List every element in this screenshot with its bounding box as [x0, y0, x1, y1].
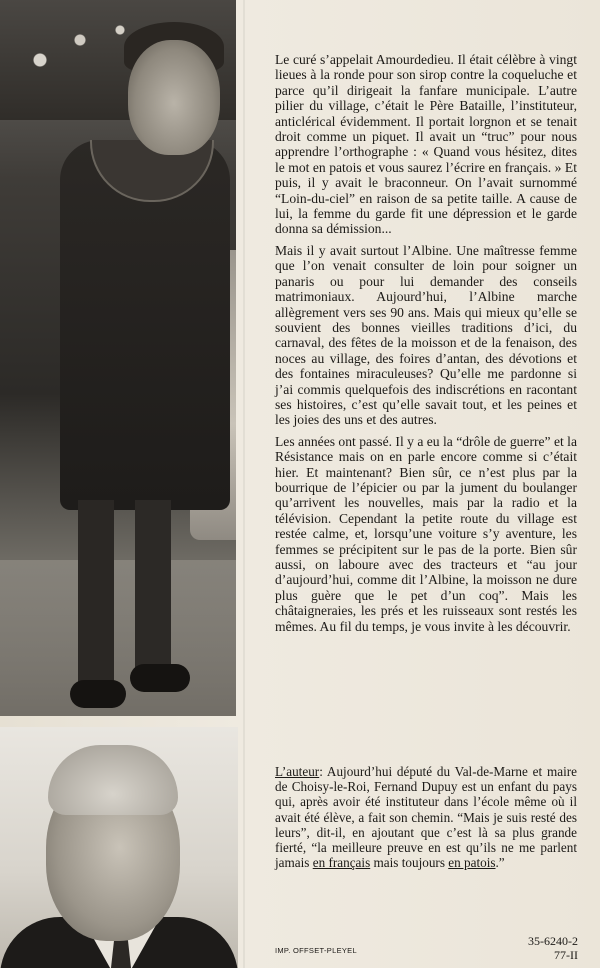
blurb-text [275, 52, 577, 640]
blurb-paragraph: Les années ont passé. Il y a eu la “drôle de guerre” et la Résistance mais on en parle encore comme si c’était hier. Et maintenant? Bien sûr, ce n’est plus par la bourrique de l’épicier ou par la jument du boulanger qu’arrivent les nouvelles, mais par la radio et la télévision. Cependant la petite route du village est restée calme, et, lorsqu’une voiture s’y aventure, les femmes se précipitent sur le pas de la porte. Bien sûr aussi, on laboure avec des tracteurs et “au jour d’aujourd’hui, comme dit l’Albine, la moisson ne dure plus guère que le pet d’un coq”. Mais les châtaigneraies, les prés et les ruisseaux sont restés les mêmes. Au fil du temps, je vous invite à les découvrir. [275, 433, 577, 634]
author-bio [275, 764, 577, 870]
author-photo [0, 727, 238, 968]
blurb-paragraph: Le curé s’appelait Amourdedieu. Il était célèbre à vingt lieues à la ronde pour son sirop contre la coqueluche et parce qu’il dirigeait la fanfare municipale. L’autre pilier du village, c’était le Père Bataille, l’instituteur, anticlérical évidemment. Il portait lorgnon et se tenait droit comme un piquet. Il avait un “truc” pour nous apprendre l’orthographe : « Quand vous hésitez, dites le mot en patois et vous saurez l’écrire en français. » Et puis, il y avait le braconneur. On l’avait surnommé “Loin-du-ciel” en raison de sa petite taille. A cause de lui, la femme du garde fit une dépression et le garde donna sa démission... [275, 52, 577, 237]
author-text: .” [495, 855, 505, 871]
catalog-code [528, 934, 578, 962]
divider [243, 0, 245, 968]
author-text: : Aujourd’hui député du Val-de-Marne et maire de Choisy-le-Roi, Fernand Dupuy est un enfant du pays qui, après avoir été instituteur dans l’école même où il avait été élève, a fait son chemin. “Mais je suis resté des leurs”, dit-il, en ajoutant que c’est là sa plus grande fierté, “la meilleure preuve en est qu’ils ne me parlent jamais [275, 764, 577, 871]
author-label: L’auteur [275, 764, 320, 779]
blurb-paragraph: Mais il y avait surtout l’Albine. Une maîtresse femme que l’on venait consulter de loin pour soigner un panaris ou pour lui demander des conseils matrimoniaux. Aujourd’hui, l’Albine marche allègrement vers ses 90 ans. Mais qui mieux qu’elle se souvient des bonnes vieilles traditions d’ici, du carnaval, des fêtes de la moisson et de la fenaison, des noces au village, des foires d’antan, des dévotions et des fontaines miraculeuses? Qu’elle me pardonne si j’ai commis quelquefois des indiscrétions en racontant ses histoires, c’est qu’elle savait tout, et les peines et les joies des uns et des autres. [275, 242, 577, 428]
printer-imprint: IMP. OFFSET-PLEYEL [275, 946, 357, 955]
catalog-edition: 77-II [554, 948, 578, 962]
author-underlined: en français [312, 855, 371, 871]
catalog-number: 35-6240-2 [528, 934, 578, 948]
author-underlined: en patois [448, 855, 496, 871]
child-photo [0, 0, 236, 716]
author-text: mais toujours [370, 855, 449, 871]
